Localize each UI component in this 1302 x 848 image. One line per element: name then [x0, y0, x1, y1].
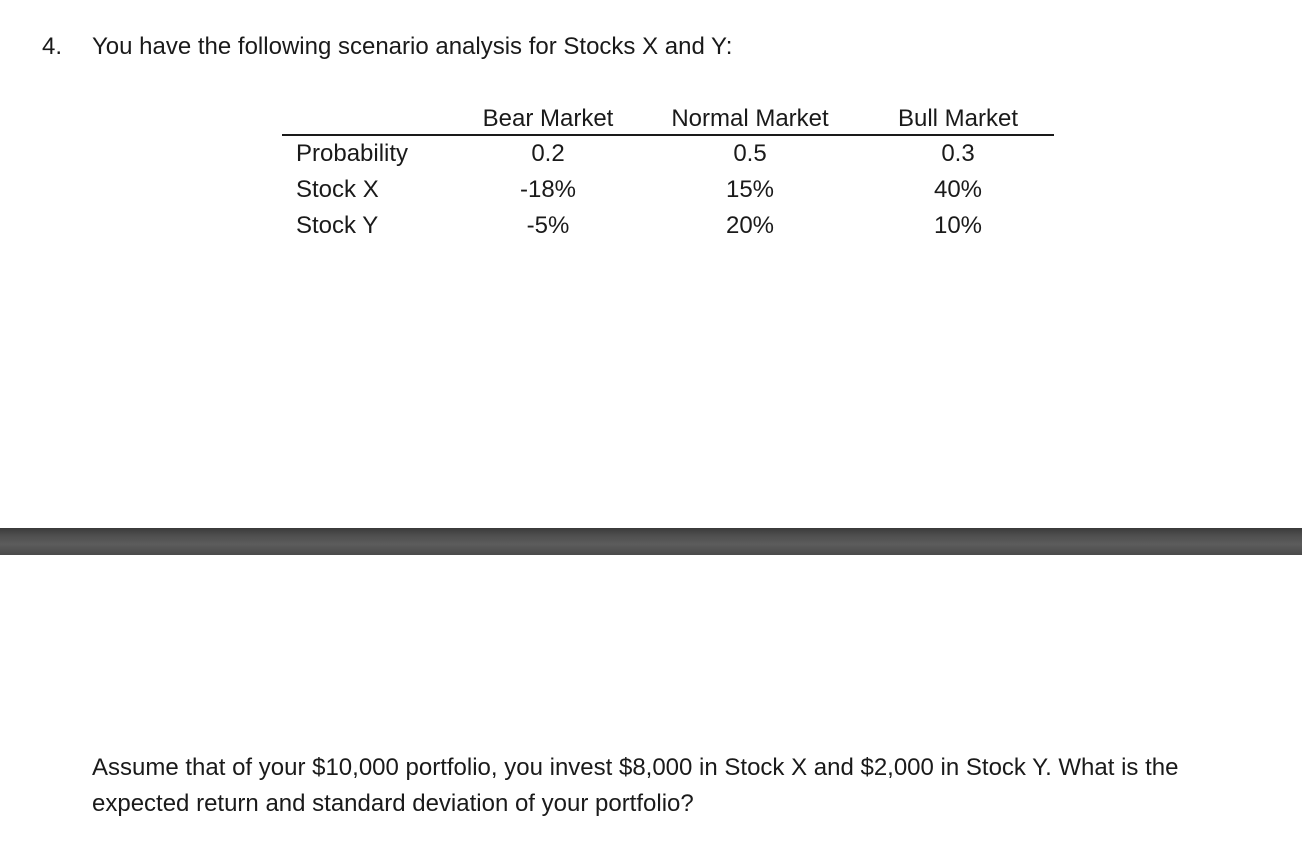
table-header-row [282, 100, 1054, 135]
table-row-stock-y [282, 208, 1054, 244]
table-cell: 10% [933, 212, 983, 239]
table-cell: -5% [526, 212, 570, 239]
column-header-bear-market: Bear Market [458, 100, 638, 135]
page-divider [0, 528, 1302, 555]
row-label: Stock X [296, 176, 379, 203]
table-cell: 20% [725, 212, 775, 239]
table-cell: 0.5 [733, 140, 767, 167]
question-number: 4. [42, 33, 63, 60]
column-header-bull-market: Bull Market [862, 100, 1054, 135]
table-row-stock-x [282, 172, 1054, 208]
question-heading [42, 30, 732, 64]
question-prompt: You have the following scenario analysis for Stocks X and Y: [92, 33, 733, 60]
table-header-empty [282, 100, 458, 135]
column-header-normal-market: Normal Market [638, 100, 862, 135]
table-cell: 0.3 [941, 140, 975, 167]
table-cell: 15% [725, 176, 775, 203]
row-label: Probability [296, 140, 409, 167]
question-body: Assume that of your $10,000 portfolio, you invest $8,000 in Stock X and $2,000 in Stock Y. What is the expected return and standard deviation of your portfolio? [92, 754, 1179, 817]
table-cell: 40% [933, 176, 983, 203]
table-cell: 0.2 [531, 140, 565, 167]
scenario-table [282, 100, 1054, 244]
row-label: Stock Y [296, 212, 379, 239]
table-row-probability [282, 135, 1054, 172]
table-cell: -18% [519, 176, 577, 203]
